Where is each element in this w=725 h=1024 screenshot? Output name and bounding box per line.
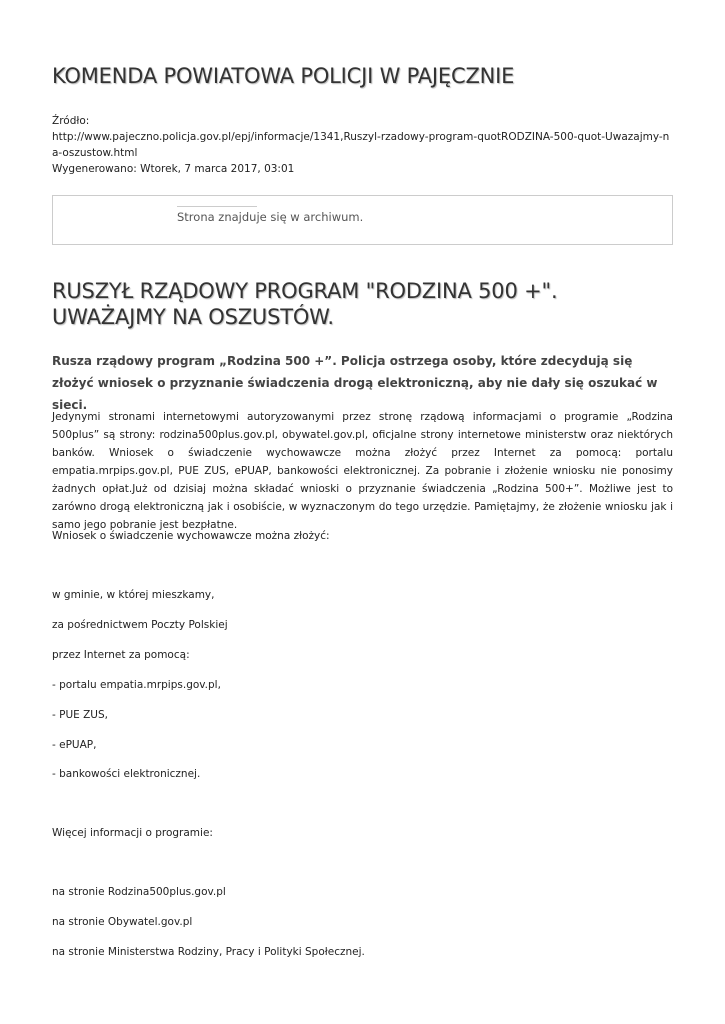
source-meta — [52, 113, 673, 177]
article-title: RUSZYŁ RZĄDOWY PROGRAM "RODZINA 500 +". UWAŻAJMY NA OSZUSTÓW. — [52, 279, 558, 329]
archive-notice-box — [52, 195, 673, 245]
article-lead: Rusza rządowy program „Rodzina 500 +”. Policja ostrzega osoby, które zdecydują się złożyć wniosek o przyznanie świadczenia drogą elektroniczną, aby nie dały się oszukać w sieci. — [52, 354, 658, 412]
list-item: - portalu empatia.mrpips.gov.pl, — [52, 679, 221, 691]
article-paragraph: Jedynymi stronami internetowymi autoryzowanymi przez stronę rządową informacjami o programie „Rodzina 500plus” są strony: rodzina500plus.gov.pl, obywatel.gov.pl, oficjalne strony internetowe ministerstw oraz niektórych banków. Wniosek o świadczenie wychowawcze można złożyć przez Internet za pomocą: portalu empatia.mrpips.gov.pl, PUE ZUS, ePUAP, bankowości elektronicznej. Za pobranie i złożenie wniosku nie ponosimy żadnych opłat.Już od dzisiaj można składać wnioski o przyznanie świadczenia „Rodzina 500+”. Możliwe jest to zarówno drogą elektroniczną jak i osobiście, w wyznaczonym do tego urzędzie. Pamiętajmy, że złożenie wniosku jak i samo jego pobranie jest bezpłatne. — [52, 411, 673, 531]
submit-intro: Wniosek o świadczenie wychowawcze można złożyć: — [52, 530, 330, 542]
archive-notice-text: Strona znajduje się w archiwum. — [177, 210, 364, 224]
list-item: przez Internet za pomocą: — [52, 649, 190, 661]
site-title: KOMENDA POWIATOWA POLICJI W PAJĘCZNIE — [52, 64, 515, 88]
list-item: - PUE ZUS, — [52, 709, 108, 721]
list-item: w gminie, w której mieszkamy, — [52, 589, 215, 601]
source-url[interactable]: http://www.pajeczno.policja.gov.pl/epj/informacje/1341,Ruszyl-rzadowy-program-quotRODZINA-500-quot-Uwazajmy-na-oszustow.html — [52, 131, 670, 159]
more-info-link[interactable]: na stronie Rodzina500plus.gov.pl — [52, 886, 226, 898]
list-item: - bankowości elektronicznej. — [52, 768, 201, 780]
more-info-intro: Więcej informacji o programie: — [52, 827, 213, 839]
list-item: - ePUAP, — [52, 739, 97, 751]
more-info-link[interactable]: na stronie Ministerstwa Rodziny, Pracy i Polityki Społecznej. — [52, 946, 365, 958]
more-info-link[interactable]: na stronie Obywatel.gov.pl — [52, 916, 193, 928]
source-label: Źródło: — [52, 115, 90, 127]
generated-date: Wygenerowano: Wtorek, 7 marca 2017, 03:01 — [52, 163, 295, 175]
archive-divider — [177, 206, 257, 207]
list-item: za pośrednictwem Poczty Polskiej — [52, 619, 228, 631]
